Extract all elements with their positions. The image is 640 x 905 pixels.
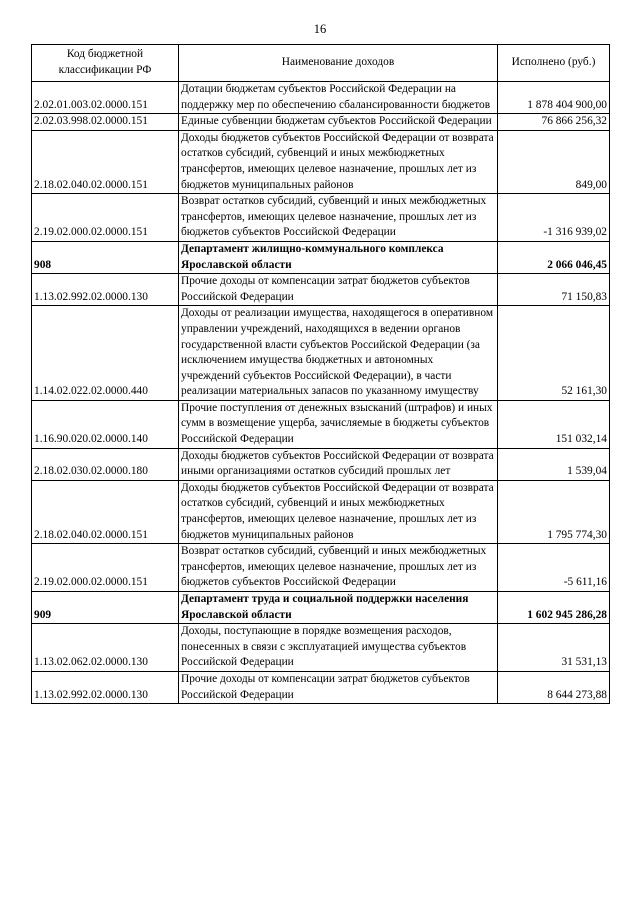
- row-code: 1.14.02.022.02.0000.440: [32, 306, 179, 401]
- table-row: [32, 274, 610, 306]
- row-name: Доходы от реализации имущества, находящегося в оперативном управлении учреждений, находящихся в ведении органов государственной власти субъектов Российской Федерации (за исключением имущества бюджетных и автономных учреждений субъектов Российской Федерации), в части реализации материальных запасов по указанному имуществу: [179, 306, 498, 401]
- page-number: 16: [313, 22, 327, 36]
- row-amount: 52 161,30: [498, 306, 610, 401]
- table-body: [32, 82, 610, 704]
- table-row: [32, 130, 610, 193]
- row-amount: -1 316 939,02: [498, 194, 610, 242]
- department-row: [32, 592, 610, 624]
- row-code: 2.18.02.030.02.0000.180: [32, 448, 179, 480]
- department-amount: 1 602 945 286,28: [498, 592, 610, 624]
- row-code: 1.13.02.992.02.0000.130: [32, 671, 179, 703]
- row-amount: 8 644 273,88: [498, 671, 610, 703]
- department-amount: 2 066 046,45: [498, 241, 610, 273]
- row-name: Доходы бюджетов субъектов Российской Федерации от возврата остатков субсидий, субвенций и иных межбюджетных трансфертов, имеющих целевое назначение, прошлых лет из бюджетов муниципальных районов: [179, 130, 498, 193]
- row-amount: 31 531,13: [498, 624, 610, 672]
- row-code: 2.02.03.998.02.0000.151: [32, 114, 179, 131]
- department-row: [32, 241, 610, 273]
- table-row: [32, 671, 610, 703]
- row-name: Единые субвенции бюджетам субъектов Российской Федерации: [179, 114, 498, 131]
- row-amount: 1 878 404 900,00: [498, 82, 610, 114]
- row-amount: 71 150,83: [498, 274, 610, 306]
- department-code: 908: [32, 241, 179, 273]
- row-code: 2.18.02.040.02.0000.151: [32, 130, 179, 193]
- row-name: Возврат остатков субсидий, субвенций и иных межбюджетных трансфертов, имеющих целевое назначение, прошлых лет из бюджетов субъектов Российской Федерации: [179, 194, 498, 242]
- row-amount: 849,00: [498, 130, 610, 193]
- row-name: Прочие поступления от денежных взысканий (штрафов) и иных сумм в возмещение ущерба, зачисляемые в бюджеты субъектов Российской Федерации: [179, 400, 498, 448]
- row-code: 2.02.01.003.02.0000.151: [32, 82, 179, 114]
- row-name: Прочие доходы от компенсации затрат бюджетов субъектов Российской Федерации: [179, 274, 498, 306]
- row-code: 2.18.02.040.02.0000.151: [32, 480, 179, 543]
- department-name: Департамент жилищно-коммунального комплекса Ярославской области: [179, 241, 498, 273]
- row-code: 1.13.02.992.02.0000.130: [32, 274, 179, 306]
- department-name: Департамент труда и социальной поддержки населения Ярославской области: [179, 592, 498, 624]
- table-header-row: [32, 45, 610, 82]
- row-amount: -5 611,16: [498, 544, 610, 592]
- row-code: 2.19.02.000.02.0000.151: [32, 194, 179, 242]
- header-name: Наименование доходов: [179, 45, 498, 82]
- table-row: [32, 624, 610, 672]
- row-amount: 1 795 774,30: [498, 480, 610, 543]
- table-row: [32, 480, 610, 543]
- row-name: Доходы бюджетов субъектов Российской Федерации от возврата иными организациями остатков субсидий прошлых лет: [179, 448, 498, 480]
- row-code: 1.13.02.062.02.0000.130: [32, 624, 179, 672]
- row-code: 1.16.90.020.02.0000.140: [32, 400, 179, 448]
- header-code: Код бюджетной классификации РФ: [32, 45, 179, 82]
- row-code: 2.19.02.000.02.0000.151: [32, 544, 179, 592]
- row-amount: 76 866 256,32: [498, 114, 610, 131]
- row-name: Доходы, поступающие в порядке возмещения расходов, понесенных в связи с эксплуатацией имущества субъектов Российской Федерации: [179, 624, 498, 672]
- row-name: Доходы бюджетов субъектов Российской Федерации от возврата остатков субсидий, субвенций и иных межбюджетных трансфертов, имеющих целевое назначение, прошлых лет из бюджетов муниципальных районов: [179, 480, 498, 543]
- revenue-table: [31, 44, 610, 704]
- table-row: [32, 82, 610, 114]
- table-row: [32, 194, 610, 242]
- row-name: Дотации бюджетам субъектов Российской Федерации на поддержку мер по обеспечению сбалансированности бюджетов: [179, 82, 498, 114]
- row-amount: 1 539,04: [498, 448, 610, 480]
- table-row: [32, 448, 610, 480]
- row-name: Прочие доходы от компенсации затрат бюджетов субъектов Российской Федерации: [179, 671, 498, 703]
- row-name: Возврат остатков субсидий, субвенций и иных межбюджетных трансфертов, имеющих целевое назначение, прошлых лет из бюджетов субъектов Российской Федерации: [179, 544, 498, 592]
- table-row: [32, 400, 610, 448]
- table-row: [32, 544, 610, 592]
- table-row: [32, 114, 610, 131]
- department-code: 909: [32, 592, 179, 624]
- table-row: [32, 306, 610, 401]
- row-amount: 151 032,14: [498, 400, 610, 448]
- header-amount: Исполнено (руб.): [498, 45, 610, 82]
